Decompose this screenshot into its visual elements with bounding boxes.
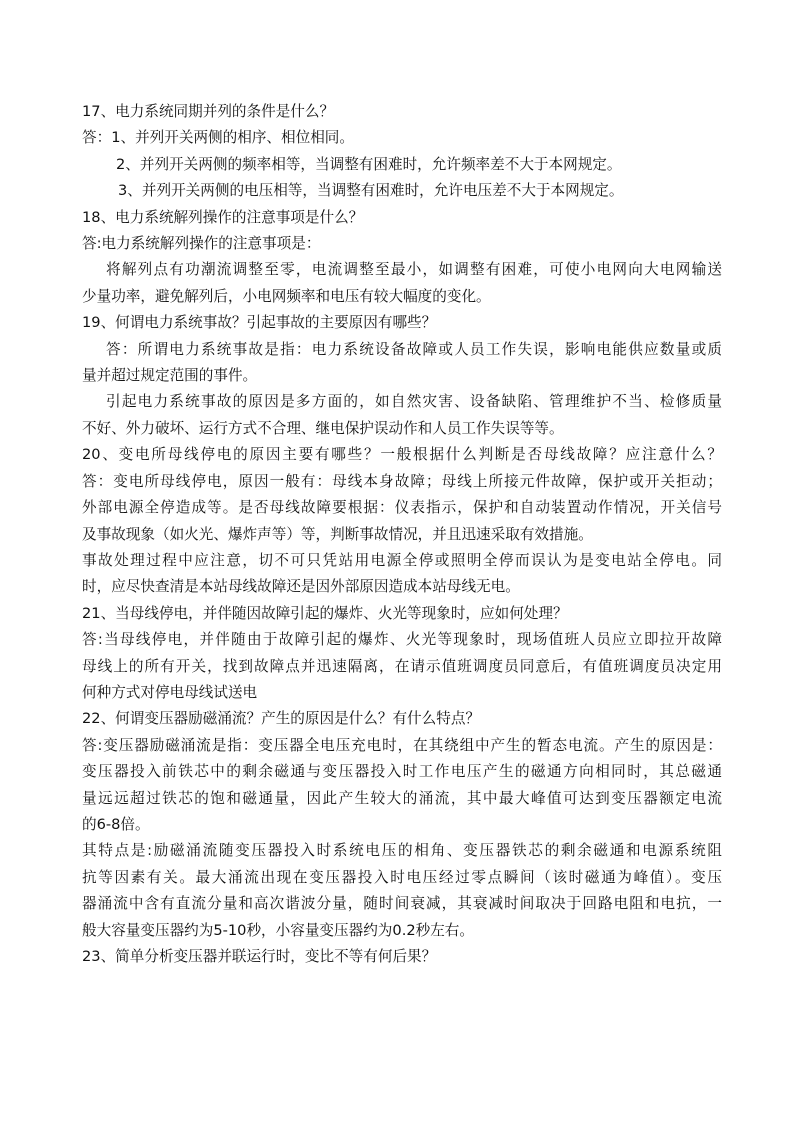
answer-17-item-2: 2、并列开关两侧的频率相等，当调整有困难时，允许频率差不大于本网规定。: [116, 155, 622, 173]
question-21: 21、当母线停电，并伴随因故障引起的爆炸、火光等现象时，应如何处理？: [82, 604, 568, 622]
question-20: 20、变电所母线停电的原因主要有哪些？一般根据什么判断是否母线故障？应注意什么？: [82, 446, 722, 464]
answer-19-line-4: 不好、外力破坏、运行方式不合理、继电保护误动作和人员工作失误等等。: [82, 419, 564, 437]
answer-22-line-1: 答:变压器励磁涌流是指：变压器全电压充电时，在其绕组中产生的暂态电流。产生的原因是：: [82, 736, 722, 754]
document-body: [82, 99, 722, 970]
question-19: 19、何谓电力系统事故？引起事故的主要原因有哪些？: [82, 314, 437, 332]
answer-20-line-5: 时，应尽快查清是本站母线故障还是因外部原因造成本站母线无电。: [82, 578, 520, 596]
answer-22-line-3: 量远远超过铁芯的饱和磁通量，因此产生较大的涌流，其中最大峰值可达到变压器额定电流: [82, 789, 722, 807]
answer-22-feature-line-2: 抗等因素有关。最大涌流出现在变压器投入时电压经过零点瞬间（该时磁通为峰值）。变压: [82, 868, 722, 886]
answer-20-line-3: 及事故现象（如火光、爆炸声等）等，判断事故情况，并且迅速采取有效措施。: [82, 525, 593, 543]
answer-20-line-1: 答：变电所母线停电，原因一般有：母线本身故障；母线上所接元件故障，保护或开关拒动；: [82, 472, 722, 490]
question-18: 18、电力系统解列操作的注意事项是什么？: [82, 208, 364, 226]
question-23: 23、简单分析变压器并联运行时，变比不等有何后果？: [82, 948, 437, 965]
question-22: 22、何谓变压器励磁涌流？产生的原因是什么？有什么特点？: [82, 710, 481, 728]
answer-21-line-1: 答:当母线停电，并伴随由于故障引起的爆炸、火光等现象时，现场值班人员应立即拉开故障: [82, 631, 722, 649]
answer-20-line-4: 事故处理过程中应注意，切不可只凭站用电源全停或照明全停而误认为是变电站全停电。同: [82, 551, 722, 569]
answer-19-line-2: 量并超过规定范围的事件。: [82, 367, 258, 385]
answer-21-line-2: 母线上的所有开关，找到故障点并迅速隔离，在请示值班调度员同意后，有值班调度员决定用: [82, 657, 722, 675]
answer-21-line-3: 何种方式对停电母线试送电: [82, 683, 258, 701]
answer-22-line-2: 变压器投入前铁芯中的剩余磁通与变压器投入时工作电压产生的磁通方向相同时，其总磁通: [82, 763, 722, 781]
answer-22-feature-line-3: 器涌流中含有直流分量和高次谐波分量，随时间衰减，其衰减时间取决于回路电阻和电抗，一: [82, 895, 722, 913]
answer-19-line-1: 答：所谓电力系统事故是指：电力系统设备故障或人员工作失误，影响电能供应数量或质: [106, 340, 722, 358]
answer-17-item-3: 3、并列开关两侧的电压相等，当调整有困难时，允许电压差不大于本网规定。: [118, 182, 624, 200]
answer-18-line-2: 少量功率，避免解列后，小电网频率和电压有较大幅度的变化。: [82, 287, 491, 305]
answer-22-feature-line-4: 般大容量变压器约为5-10秒，小容量变压器约为0.2秒左右。: [82, 921, 474, 939]
answer-19-line-3: 引起电力系统事故的原因是多方面的，如自然灾害、设备缺陷、管理维护不当、检修质量: [106, 393, 722, 411]
answer-17-item-1: 答：1、并列开关两侧的相序、相位相同。: [82, 129, 354, 147]
answer-18-line-1: 将解列点有功潮流调整至零，电流调整至最小，如调整有困难，可使小电网向大电网输送: [106, 261, 722, 279]
answer-22-line-4: 的6-8倍。: [82, 815, 150, 833]
answer-20-line-2: 外部电源全停造成等。是否母线故障要根据：仪表指示，保护和自动装置动作情况，开关信号: [82, 499, 722, 517]
answer-18-intro: 答:电力系统解列操作的注意事项是：: [82, 235, 321, 253]
answer-22-feature-line-1: 其特点是:励磁涌流随变压器投入时系统电压的相角、变压器铁芯的剩余磁通和电源系统阻: [82, 842, 722, 860]
question-17: 17、电力系统同期并列的条件是什么？: [82, 103, 335, 120]
